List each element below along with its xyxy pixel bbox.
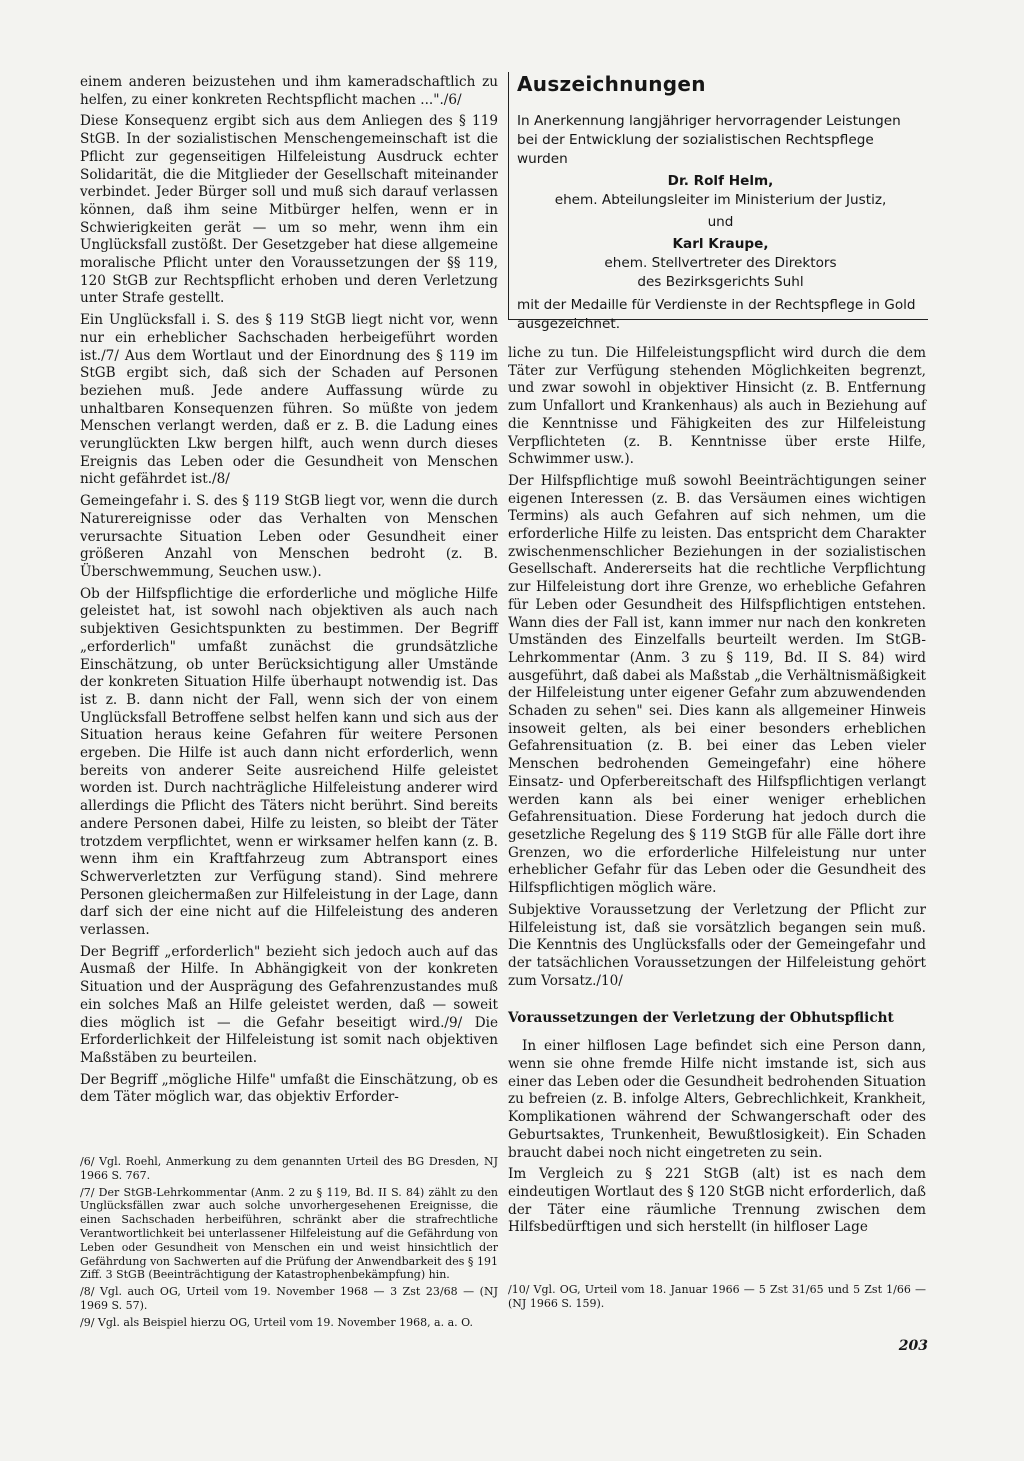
award-person-1 bbox=[517, 172, 924, 210]
paragraph: Subjektive Voraussetzung der Verletzung der Pflicht zur Hilfeleistung ist, daß sie vorsätzlich begangen sein muß. Die Kenntnis des Unglücksfalls oder der Gemeingefahr und der tatsächlichen Voraussetzungen der Hilfeleistung gehört zum Vorsatz./10/ bbox=[508, 901, 926, 989]
paragraph: Diese Konsequenz ergibt sich aus dem Anliegen des § 119 StGB. In der sozialistischen Menschengemeinschaft ist die Pflicht zur gegenseitigen Hilfeleistung Ausdruck echter Solidarität, die die Mitglieder der Gesellschaft miteinander verbindet. Jeder Bürger soll und muß sich darauf verlassen können, daß ihm seine Mitbürger helfen, wenn er in Schwierigkeiten gerät — um so mehr, wenn ihm ein Unglücksfall zustößt. Der Gesetzgeber hat diese allgemeine moralische Pflicht unter den Voraussetzungen der §§ 119, 120 StGB zur Rechtspflicht erhoben und deren Verletzung unter Strafe gestellt. bbox=[80, 113, 498, 307]
right-column bbox=[508, 345, 926, 1241]
paragraph: Im Vergleich zu § 221 StGB (alt) ist es nach dem eindeutigen Wortlaut des § 120 StGB nicht erforderlich, daß der Täter eine räumliche Trennung zwischen dem Hilfsbedürftigen und sich herstellt (in hilfloser Lage bbox=[508, 1166, 926, 1236]
page-number: 203 bbox=[898, 1338, 928, 1354]
footnote: /6/ Vgl. Roehl, Anmerkung zu dem genannten Urteil des BG Dresden, NJ 1966 S. 767. bbox=[80, 1155, 498, 1182]
paragraph: Der Hilfspflichtige muß sowohl Beeinträchtigungen seiner eigenen Interessen (z. B. das Versäumen eines wichtigen Termins) als auch Gefahren auf sich nehmen, um die erforderliche Hilfe zu leisten. Das entspricht dem Charakter zwischenmenschlicher Beziehungen in der sozialistischen Gesellschaft. Andererseits hat die rechtliche Verpflichtung zur Hilfeleistung dort ihre Grenze, wo erhebliche Gefahren für Leben oder Gesundheit des Hilfspflichtigen entstehen. Wann dies der Fall ist, kann immer nur nach den konkreten Umständen des Einzelfalls beurteilt werden. Im StGB-Lehrkommentar (Anm. 3 zu § 119, Bd. II S. 84) wird ausgeführt, daß dabei als Maßstab „die Verhältnismäßigkeit der Hilfeleistung unter eigener Gefahr zum abzuwendenden Schaden zu sehen" sei. Dies kann als allgemeiner Hinweis insoweit gelten, als bei einer besonders erheblichen Gefahrensituation (z. B. bei einer das Leben vieler Menschen bedrohenden Gemeingefahr) eine höhere Einsatz- und Opferbereitschaft des Hilfspflichtigen verlangt werden kann als bei einer weniger erheblichen Gefahrensituation. Diese Forderung hat jedoch durch die gesetzliche Regelung des § 119 StGB für alle Fälle dort ihre Grenzen, wo die erforderliche Hilfeleistung nur unter erheblicher Gefahr für das Leben oder die Gesundheit des Hilfspflichtigen möglich wäre. bbox=[508, 472, 926, 897]
award-person-2-name: Karl Kraupe, bbox=[672, 236, 769, 252]
paragraph: Der Begriff „erforderlich" bezieht sich jedoch auch auf das Ausmaß der Hilfe. In Abhängigkeit von der konkreten Situation und der Ausprägung des Gefahrenzustandes muß ein solches Maß an Hilfe geleistet werden, daß — soweit dies möglich ist — die Gefahr beseitigt wird./9/ Die Erforderlichkeit der Hilfeleistung ist somit nach objektiven Maßstäben zu beurteilen. bbox=[80, 943, 498, 1066]
paragraph: Ob der Hilfspflichtige die erforderliche und mögliche Hilfe geleistet hat, ist sowohl nach objektiven als auch nach subjektiven Gesichtspunkten zu bestimmen. Der Begriff „erforderlich" umfaßt zunächst die grundsätzliche Einschätzung, ob unter Berücksichtigung aller Umstände der konkreten Situation Hilfe überhaupt notwendig ist. Das ist z. B. dann nicht der Fall, wenn sich der von einem Unglücksfall Betroffene selbst helfen kann und sich aus der Situation heraus keine Gefahren für weitere Personen ergeben. Die Hilfe ist auch dann nicht erforderlich, wenn bereits von anderer Seite ausreichend Hilfe geleistet worden ist. Durch nachträgliche Hilfeleistung anderer wird allerdings die Pflicht des Täters nicht berührt. Sind bereits andere Personen dabei, Hilfe zu leisten, so bleibt der Täter trotzdem verpflichtet, wenn er wirksamer helfen kann (z. B. wenn ihm ein Kraftfahrzeug zum Abtransport eines Schwerverletzten zur Verfügung stand). Sind mehrere Personen gleichermaßen zur Hilfeleistung in der Lage, dann darf sich der eine nicht auf die Hilfeleistung des anderen verlassen. bbox=[80, 585, 498, 939]
award-intro: In Anerkennung langjähriger hervorragender Leistungen bei der Entwicklung der sozialistischen Rechtspflege wurden bbox=[517, 113, 901, 167]
award-person-2-role-2: des Bezirksgerichts Suhl bbox=[637, 274, 804, 290]
footnote: /8/ Vgl. auch OG, Urteil vom 19. November 1968 — 3 Zst 23/68 — (NJ 1969 S. 57). bbox=[80, 1285, 498, 1312]
award-person-1-name: Dr. Rolf Helm, bbox=[667, 173, 774, 189]
footnote: /10/ Vgl. OG, Urteil vom 18. Januar 1966 — 5 Zst 31/65 und 5 Zst 1/66 — (NJ 1966 S. 159). bbox=[508, 1283, 926, 1310]
award-person-2 bbox=[517, 235, 924, 292]
award-title: Auszeichnungen bbox=[517, 72, 706, 96]
left-column bbox=[80, 74, 498, 1111]
section-heading: Voraussetzungen der Verletzung der Obhutspflicht bbox=[508, 1010, 894, 1027]
paragraph: Gemeingefahr i. S. des § 119 StGB liegt vor, wenn die durch Naturereignisse oder das Verhalten von Menschen verursachte Situation Leben oder Gesundheit einer größeren Anzahl von Menschen bedroht (z. B. Überschwemmung, Seuchen usw.). bbox=[80, 493, 498, 580]
paragraph: einem anderen beizustehen und ihm kameradschaftlich zu helfen, zu einer konkreten Rechtspflicht machen ..."./6/ bbox=[80, 74, 498, 108]
award-person-1-role: ehem. Abteilungsleiter im Ministerium der Justiz, bbox=[554, 192, 887, 208]
award-box bbox=[508, 72, 928, 332]
footnote: /7/ Der StGB-Lehrkommentar (Anm. 2 zu § 119, Bd. II S. 84) zählt zu den Unglücksfällen zwar auch solche unvorhergesehenen Ereignisse, die einen Sachschaden herbeiführen, schränkt aber die strafrechtliche Verantwortlichkeit bei unterlassener Hilfeleistung auf die Gefährdung von Leben oder Gesundheit von Menschen ein und weist hinsichtlich der Gefährdung von Sachwerten auf die Prüfung der Anwendbarkeit des § 191 Ziff. 3 StGB (Beeinträchtigung der Katastrophenbekämpfung) hin. bbox=[80, 1185, 498, 1282]
award-person-2-role-1: ehem. Stellvertreter des Direktors bbox=[604, 255, 837, 271]
paragraph: Der Begriff „mögliche Hilfe" umfaßt die Einschätzung, ob es dem Täter möglich war, das objektiv Erforder- bbox=[80, 1071, 498, 1106]
footnote: /9/ Vgl. als Beispiel hierzu OG, Urteil vom 19. November 1968, a. a. O. bbox=[80, 1315, 474, 1329]
paragraph: In einer hilflosen Lage befindet sich eine Person dann, wenn sie ohne fremde Hilfe nicht imstande ist, sich aus einer das Leben oder die Gesundheit bedrohenden Situation zu befreien (z. B. infolge Alters, Gebrechlichkeit, Krankheit, Komplikationen während der Schwangerschaft oder des Geburtsaktes, Trunkenheit, Bewußtlosigkeit). Ein Schaden braucht dabei noch nicht eingetreten zu sein. bbox=[508, 1038, 926, 1161]
footnotes-right bbox=[508, 1283, 926, 1311]
award-outro: mit der Medaille für Verdienste in der Rechtspflege in Gold ausgezeichnet. bbox=[517, 297, 916, 332]
paragraph: Ein Unglücksfall i. S. des § 119 StGB liegt nicht vor, wenn nur ein erheblicher Sachschaden herbeigeführt worden ist./7/ Aus dem Wortlaut und der Einordnung des § 119 im StGB ergibt sich, daß sich der Schaden auf Personen beziehen muß. Jede andere Auffassung würde zu unhaltbaren Konsequenzen führen. So müßte von jedem Menschen verlangt werden, daß er z. B. die Ladung eines verunglückten Lkw bergen hilft, auch wenn durch dieses Ereignis das Leben oder die Gesundheit von Menschen nicht gefährdet ist./8/ bbox=[80, 312, 498, 488]
footnotes-left bbox=[80, 1155, 498, 1333]
paragraph: liche zu tun. Die Hilfeleistungspflicht wird durch die dem Täter zur Verfügung stehenden Möglichkeiten begrenzt, und zwar sowohl in objektiver Hinsicht (z. B. Entfernung zum Unfallort und Krankenhaus) als auch in Beziehung auf die Kenntnisse und Fähigkeiten des zur Hilfeleistung Verpflichteten (z. B. Kenntnisse über erste Hilfe, Schwimmer usw.). bbox=[508, 345, 926, 468]
award-and: und bbox=[707, 214, 734, 230]
